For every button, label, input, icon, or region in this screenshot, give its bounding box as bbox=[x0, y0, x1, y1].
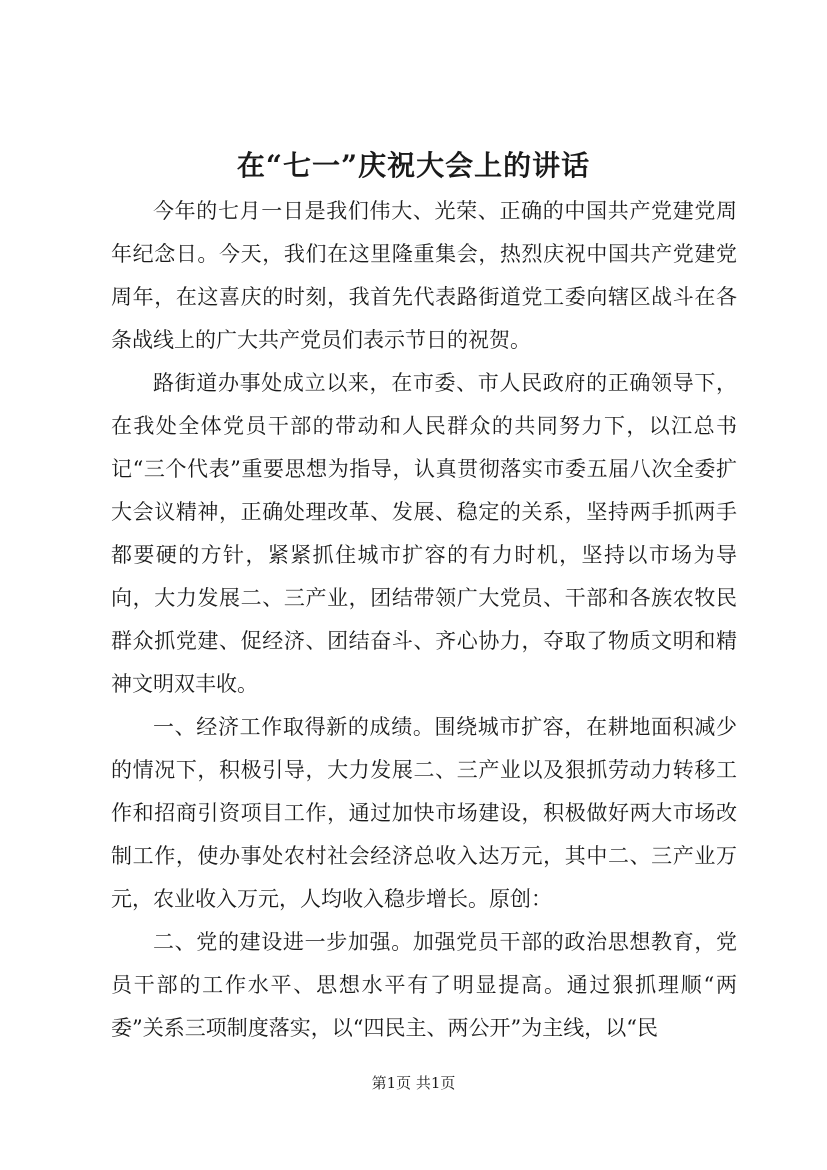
paragraph-party-building: 二、党的建设进一步加强。加强党员干部的政治思想教育，党员干部的工作水平、思想水平有了明显提高。通过狠抓理顺“两委”关系三项制度落实，以“四民主、两公开”为主线，以“民 bbox=[111, 930, 737, 1040]
paragraph-achievements: 路街道办事处成立以来，在市委、市人民政府的正确领导下，在我处全体党员干部的带动和人民群众的共同努力下，以江总书记“三个代表”重要思想为指导，认真贯彻落实市委五届八次全委扩大会议精神，正确处理改革、发展、稳定的关系，坚持两手抓两手都要硬的方针，紧紧抓住城市扩容的有力时机，坚持以市场为导向，大力发展二、三产业，团结带领广大党员、干部和各族农牧民群众抓党建、促经济、团结奋斗、齐心协力，夺取了物质文明和精神文明双丰收。 bbox=[111, 371, 737, 696]
document-body bbox=[111, 190, 737, 1050]
document-title: 在“七一”庆祝大会上的讲话 bbox=[236, 149, 591, 182]
paragraph-intro: 今年的七月一日是我们伟大、光荣、正确的中国共产党建党周年纪念日。今天，我们在这里隆重集会，热烈庆祝中国共产党建党周年，在这喜庆的时刻，我首先代表路街道党工委向辖区战斗在各条战线上的广大共产党员们表示节日的祝贺。 bbox=[111, 199, 737, 352]
page-number-footer: 第1页 共1页 bbox=[371, 1074, 456, 1092]
paragraph-economy: 一、经济工作取得新的成绩。围绕城市扩容，在耕地面积减少的情况下，积极引导，大力发展二、三产业以及狠抓劳动力转移工作和招商引资项目工作，通过加快市场建设，积极做好两大市场改制工作，使办事处农村社会经济总收入达万元，其中二、三产业万元，农业收入万元，人均收入稳步增长。原创： bbox=[111, 715, 737, 911]
